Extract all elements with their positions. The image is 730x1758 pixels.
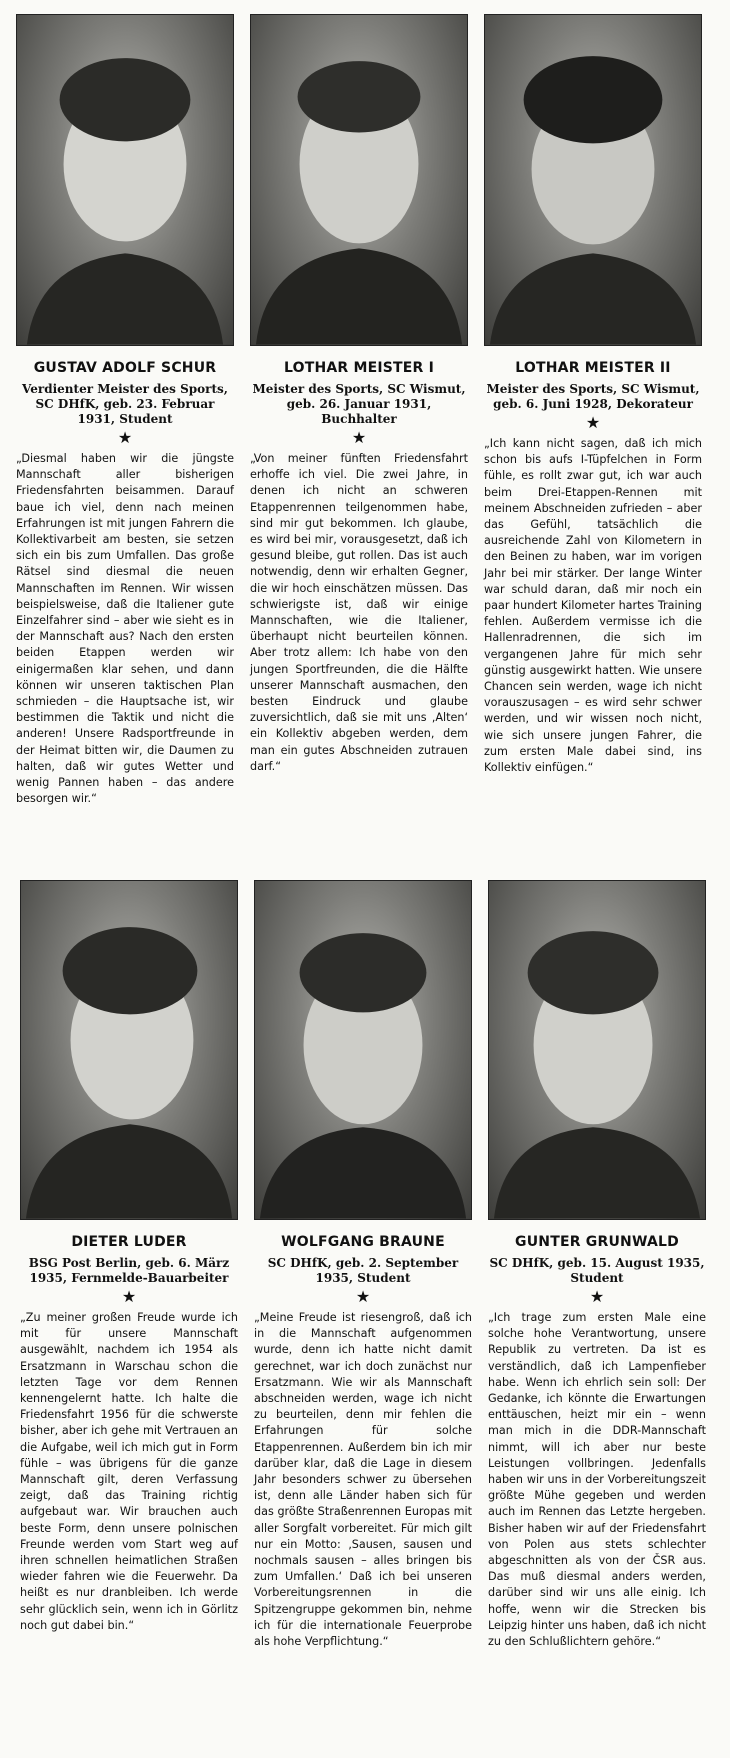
rider-column-braune — [254, 880, 472, 1650]
portrait-photo — [484, 14, 702, 346]
portrait-silhouette-icon — [251, 15, 467, 345]
rider-name: WOLFGANG BRAUNE — [281, 1234, 445, 1250]
rider-name: LOTHAR MEISTER I — [283, 360, 435, 376]
star-divider: ★ — [585, 413, 601, 432]
rider-quote: „Diesmal haben wir die jüngste Mannschaft aller bisherigen Friedensfahrten beisammen. Darauf baue ich viel, denn nach meinen Erfahrungen ist mit jungen Fahrern die Kollektivarbeit am besten, sie setzen sich ein bis zum Umfallen. Das große Rätsel sind diesmal die neuen Mannschaften im Rennen. Wir wissen beispielsweise, daß die Italiener gute Einzelfahrer sind – aber wie sieht es in der Mannschaft aus? Nach den ersten beiden Etappen werden wir einigermaßen klar sehen, und dann können wir unseren taktischen Plan schmieden – die Hauptsache ist, wir bestimmen die Taktik und nicht die anderen! Unsere Radsportfreunde in der Heimat bitten wir, die Daumen zu halten, daß wir gutes Wetter und wenig Pannen haben – das andere besorgen wir.“ — [16, 452, 234, 806]
rider-name: GUNTER GRUNWALD — [515, 1234, 679, 1250]
portrait-silhouette-icon — [21, 881, 237, 1219]
rider-column-meister-2 — [484, 14, 702, 776]
rider-info: Meister des Sports, SC Wismut, geb. 26. Januar 1931, Buchhalter — [252, 382, 466, 426]
portrait-photo — [254, 880, 472, 1220]
rider-info: SC DHfK, geb. 2. September 1935, Student — [267, 1256, 459, 1285]
rider-name: DIETER LUDER — [71, 1234, 187, 1250]
rider-info: Verdienter Meister des Sports, SC DHfK, geb. 23. Februar 1931, Student — [22, 382, 228, 426]
star-divider: ★ — [355, 1287, 371, 1306]
star-divider: ★ — [117, 428, 133, 447]
rider-column-meister-1 — [250, 14, 468, 775]
rider-quote: „Ich trage zum ersten Male eine solche hohe Verantwortung, unsere Republik zu vertreten. Da ist es verständlich, daß ich Lampenfieber habe. Wenn ich ehrlich sein soll: Der Gedanke, ich könnte die Erwartungen enttäuschen, heizt mir ein – wenn man mich in die DDR-Mannschaft nimmt, will ich aber nur beste Leistungen vollbringen. Jedenfalls haben wir uns in der Vorbereitungszeit größte Mühe gegeben und werden auch im Rennen das Letzte hergeben. Bisher haben wir auf der Friedensfahrt von Polen aus stets schlechter abgeschnitten als von der ČSR aus. Das muß diesmal anders werden, darüber sind wir uns alle einig. Ich hoffe, wenn wir die Strecken bis Leipzig hinter uns haben, daß ich nicht zu den Schlußlichtern gehöre.“ — [488, 1311, 706, 1649]
rider-column-grunwald — [488, 880, 706, 1650]
portrait-silhouette-icon — [489, 881, 705, 1219]
portrait-silhouette-icon — [485, 15, 701, 345]
portrait-silhouette-icon — [17, 15, 233, 345]
rider-column-luder — [20, 880, 238, 1634]
portrait-photo — [16, 14, 234, 346]
star-divider: ★ — [589, 1287, 605, 1306]
rider-info: SC DHfK, geb. 15. August 1935, Student — [489, 1256, 705, 1285]
star-divider: ★ — [121, 1287, 137, 1306]
portrait-photo — [488, 880, 706, 1220]
portrait-photo — [250, 14, 468, 346]
rider-quote: „Von meiner fünften Friedensfahrt erhoffe ich viel. Die zwei Jahre, in denen ich nicht an schweren Etappenrennen teilgenommen habe, sind mir gut bekommen. Ich glaube, es wird bei mir, vorausgesetzt, daß ich gesund bleibe, gut rollen. Das ist auch notwendig, denn wir erhalten Gegner, die wir hoch einschätzen müssen. Das schwierigste ist, daß wir einige Mannschaften, wie die Italiener, überhaupt nicht beurteilen können. Aber trotz allem: Ich habe von den jungen Sportfreunden, die die Hälfte unserer Mannschaft ausmachen, den besten Eindruck und glaube zuversichtlich, daß sie mit uns ‚Alten‘ ein Kollektiv abgeben werden, dem man ein gutes Abschneiden zutrauen darf.“ — [250, 452, 468, 773]
rider-info: Meister des Sports, SC Wismut, geb. 6. Juni 1928, Dekorateur — [486, 382, 700, 411]
rider-quote: „Ich kann nicht sagen, daß ich mich schon bis aufs I-Tüpfelchen in Form fühle, es rollt zwar gut, ich war auch beim Drei-Etappen-Rennen mit meinem Abschneiden zufrieden – aber das Gefühl, tatsächlich die ausreichende Zahl von Kilometern in den Beinen zu haben, war im vorigen Jahr bei mir stärker. Der lange Winter war schuld daran, daß mir noch ein paar hundert Kilometer hartes Training fehlen. Außerdem vermisse ich die Hallenradrennen, die sich im vergangenen Jahre für mich sehr günstig ausgewirkt hatten. Wie unsere Chancen sein werden, wage ich nicht vorauszusagen – es wird sehr schwer werden, und wir wissen noch nicht, wie sich unsere jungen Fahrer, die zum ersten Male dabei sind, ins Kollektiv einfügen.“ — [484, 437, 702, 775]
rider-quote: „Zu meiner großen Freude wurde ich mit für unsere Mannschaft ausgewählt, nachdem ich 1954 als Ersatzmann in Warschau schon die letzten Tage vor dem Rennen kennengelernt hatte. Ich halte die Friedensfahrt 1956 für die schwerste bisher, aber ich gehe mit Vertrauen an die Aufgabe, weil ich mich gut in Form fühle – was übrigens für die ganze Mannschaft gilt, deren Verfassung zeigt, daß das Training richtig aufgebaut war. Wir brauchen auch beste Form, denn unsere polnischen Freunde werden vom Start weg auf ihren schnellen heimatlichen Straßen wieder fahren wie die Feuerwehr. Da heißt es nur dranbleiben. Ich werde sehr glücklich sein, wenn ich in Görlitz noch gut dabei bin.“ — [20, 1311, 238, 1632]
rider-column-schur — [16, 14, 234, 807]
rider-quote: „Meine Freude ist riesengroß, daß ich in die Mannschaft aufgenommen wurde, denn ich hatte nicht damit gerechnet, war ich doch zunächst nur Ersatzmann. Wie wir als Mannschaft abschneiden werden, wage ich nicht zu beurteilen, denn mir fehlen die Erfahrungen für solche Etappenrennen. Außerdem bin ich mir darüber klar, daß die Lage in diesem Jahr besonders schwer zu übersehen ist, denn alle Länder haben sich für das größte Straßenrennen Europas mit aller Sorgfalt vorbereitet. Für mich gilt nur ein Motto: ‚Sausen, sausen und nochmals sausen – alles bringen bis zum Umfallen.‘ Daß ich bei unseren Vorbereitungsrennen in die Spitzengruppe gekommen bin, nehme ich für die internationale Feuerprobe als hohe Verpflichtung.“ — [254, 1311, 472, 1649]
portrait-silhouette-icon — [255, 881, 471, 1219]
rider-name: LOTHAR MEISTER II — [515, 360, 671, 376]
portrait-photo — [20, 880, 238, 1220]
rider-info: BSG Post Berlin, geb. 6. März 1935, Fernmelde-Bauarbeiter — [28, 1256, 230, 1285]
star-divider: ★ — [351, 428, 367, 447]
rider-name: GUSTAV ADOLF SCHUR — [33, 360, 217, 376]
